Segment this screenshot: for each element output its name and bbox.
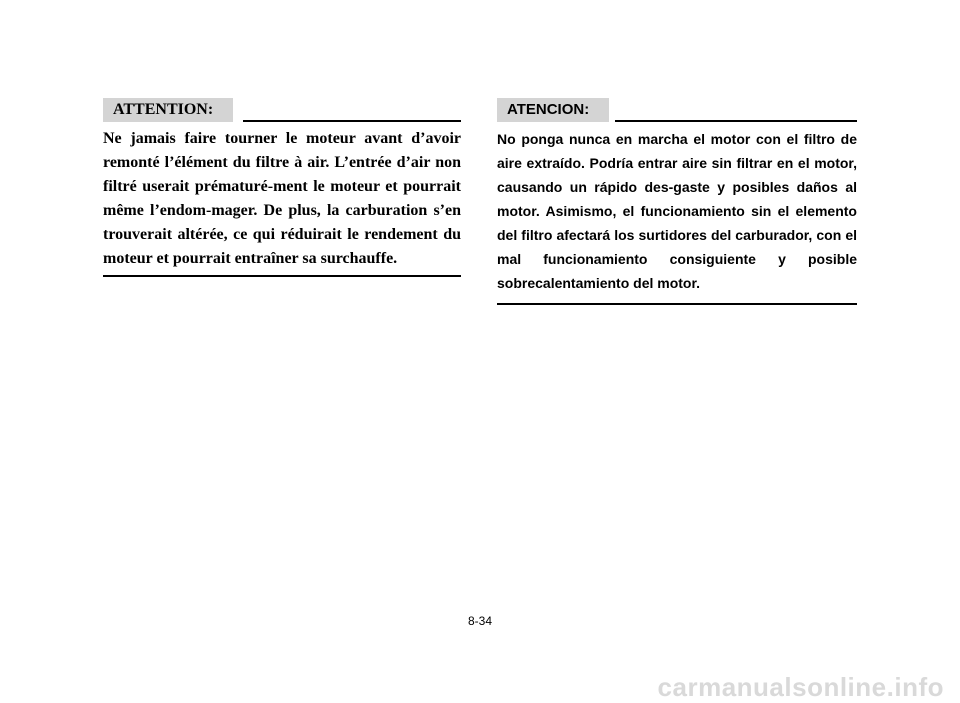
spanish-footer-rule [497,303,857,305]
french-attention-text: Ne jamais faire tourner le moteur avant d’avoir remonté l’élément du filtre à air. L’entrée d’air non filtré userait prématuré-ment le moteur et pourrait même l’endom-mager. De plus, la carburation s’en trouverait altérée, ce qui réduirait le rendement du moteur et pourrait entraîner sa surchauffe. [103,130,461,267]
french-attention-notice [103,98,461,277]
watermark: carmanualsonline.info [657,672,944,702]
spanish-atencion-header [497,98,857,122]
page-number: 8-34 [467,614,493,628]
spanish-atencion-label: ATENCION: [497,98,609,122]
french-attention-label: ATTENTION: [103,98,233,122]
spanish-header-rule [615,120,857,122]
french-attention-header [103,98,461,122]
french-header-rule [243,120,461,122]
spanish-atencion-notice [497,98,857,305]
spanish-atencion-text: No ponga nunca en marcha el motor con el filtro de aire extraído. Podría entrar aire sin filtrar en el motor, causando un rápido des-gaste y posibles daños al motor. Asimismo, el funcionamiento sin el elemento del filtro afectará los surtidores del carburador, con el mal funcionamiento consiguiente y posible sobrecalentamiento del motor. [497,131,857,291]
french-footer-rule [103,275,461,277]
